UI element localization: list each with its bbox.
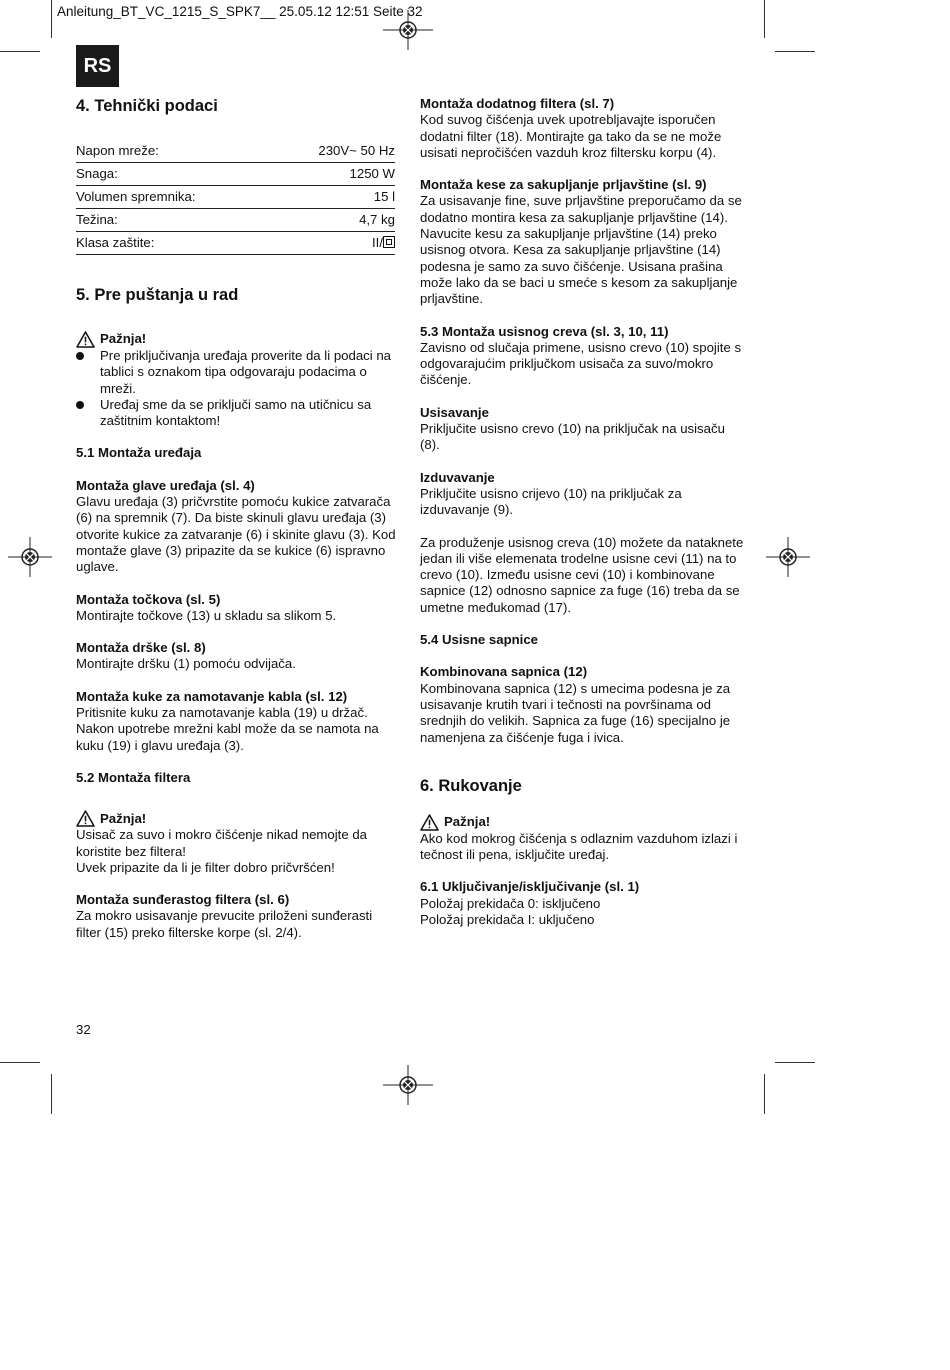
subheading: Montaža kuke za namotavanje kabla (sl. 12) bbox=[76, 688, 348, 704]
section-6-1-title: 6.1 Uključivanje/isključivanje (sl. 1) bbox=[420, 879, 640, 895]
paragraph: Pritisnite kuku za namotavanje kabla (19) u držač. Nakon upotrebe mrežni kabl može da se namota na kuku (19) i glavu uređaja (3). bbox=[76, 705, 379, 753]
warning-heading: Pažnja! bbox=[420, 814, 744, 831]
spec-label: Napon mreže: bbox=[76, 140, 270, 163]
spec-value: 15 l bbox=[270, 186, 395, 209]
spec-value: 4,7 kg bbox=[270, 209, 395, 232]
left-column bbox=[76, 96, 398, 941]
spec-value: 1250 W bbox=[270, 163, 395, 186]
paragraph: Montirajte točkove (13) u skladu sa slikom 5. bbox=[76, 607, 337, 623]
list-item: Pre priključivanja uređaja proverite da li podaci na tablici s oznakom tipa odgovaraju podacima o mreži. bbox=[76, 348, 398, 397]
paragraph: Kod suvog čišćenja uvek upotrebljavajte isporučen dodatni filter (18). Montirajte ga tako da se ne može usisati nepročišćen vazduh kroz filtersku korpu (4). bbox=[420, 112, 722, 160]
subheading: Montaža kese za sakupljanje prljavštine (sl. 9) bbox=[420, 177, 707, 193]
warning-triangle-icon bbox=[76, 331, 95, 348]
subheading: Montaža glave uređaja (sl. 4) bbox=[76, 477, 255, 493]
paragraph: Za mokro usisavanje prevucite priloženi sunđerasti filter (15) preko filterske korpe (sl. 2/4). bbox=[76, 908, 373, 940]
paragraph: Priključite usisno crevo (10) na priključak na usisaču (8). bbox=[420, 421, 725, 453]
registration-mark-top bbox=[383, 10, 433, 50]
section-5-1-title: 5.1 Montaža uređaja bbox=[76, 445, 202, 461]
section-5-2-title: 5.2 Montaža filtera bbox=[76, 769, 191, 785]
section-4-title: 4. Tehnički podaci bbox=[76, 97, 218, 115]
page-number: 32 bbox=[76, 1022, 91, 1037]
registration-mark-right bbox=[766, 537, 810, 577]
warning-heading: Pažnja! bbox=[76, 331, 398, 348]
subheading: Kombinovana sapnica (12) bbox=[420, 664, 588, 680]
paragraph: Kombinovana sapnica (12) s umecima podesna je za usisavanje krutih tvari i tečnosti na površinama od srednjih do velikih. Sapnica za fuge (16) specijalno je namenjena za čišćenje fuga i ivica. bbox=[420, 680, 731, 745]
warning-triangle-icon bbox=[420, 814, 439, 831]
list-item: Uređaj sme da se priključi samo na utičnicu sa zaštitnim kontaktom! bbox=[76, 397, 398, 430]
warning-triangle-icon bbox=[76, 810, 95, 827]
paragraph: Uvek pripazite da li je filter dobro pričvršćen! bbox=[76, 859, 335, 875]
subheading: Montaža točkova (sl. 5) bbox=[76, 591, 221, 607]
table-row bbox=[76, 186, 395, 209]
paragraph: Priključite usisno crijevo (10) na priključak za izduvavanje (9). bbox=[420, 485, 682, 518]
warning-heading: Pažnja! bbox=[76, 810, 398, 827]
right-column bbox=[420, 96, 744, 928]
subheading: Montaža sunđerastog filtera (sl. 6) bbox=[76, 892, 290, 908]
table-row bbox=[76, 163, 395, 186]
tech-specs-table bbox=[76, 140, 395, 255]
paragraph: Položaj prekidača I: uključeno bbox=[420, 911, 595, 927]
table-row bbox=[76, 140, 395, 163]
table-row bbox=[76, 232, 395, 255]
language-badge: RS bbox=[76, 45, 119, 87]
registration-mark-bottom bbox=[383, 1065, 433, 1105]
paragraph: Zavisno od slučaja primene, usisno crevo (10) spojite s odgovarajućim priključkom usisača za suvo/mokro čišćenje. bbox=[420, 339, 742, 388]
section-5-title: 5. Pre puštanja u rad bbox=[76, 286, 239, 304]
paragraph: Za usisavanje fine, suve prljavštine preporučamo da se dodatno montira kesa za sakupljanje prljavštine (14). Navucite kesu za sakupljanje prljavštine (14) preko usisnog otvora. Kesa za sakupljanje prljavštine (14) podesna je samo za suvo čišćenje. Usisana prašina može lako da se baci u smeće s kesom za sakupljanje prljavštine. bbox=[420, 193, 742, 307]
spec-label: Težina: bbox=[76, 209, 270, 232]
table-row bbox=[76, 209, 395, 232]
subheading: Izduvavanje bbox=[420, 469, 495, 485]
print-header: Anleitung_BT_VC_1215_S_SPK7__ 25.05.12 12:51 Seite 32 bbox=[57, 4, 423, 19]
paragraph: Usisač za suvo i mokro čišćenje nikad nemojte da koristite bez filtera! bbox=[76, 827, 367, 859]
paragraph: Položaj prekidača 0: isključeno bbox=[420, 895, 601, 911]
section-5-3-title: 5.3 Montaža usisnog creva (sl. 3, 10, 11) bbox=[420, 323, 669, 339]
subheading: Montaža drške (sl. 8) bbox=[76, 640, 206, 656]
warning-list bbox=[76, 348, 398, 429]
paragraph: Montirajte dršku (1) pomoću odvijača. bbox=[76, 656, 296, 672]
paragraph: Za produženje usisnog creva (10) možete da nataknete jedan ili više elemenata trodelne usisne cevi (11) na to crevo (10). Između usisne cevi (10) i kombinovane sapnice (12) odnosno sapnice za fuge (16) treba da se umetne međukomad (17). bbox=[420, 534, 744, 615]
spec-label: Klasa zaštite: bbox=[76, 232, 270, 255]
paragraph: Ako kod mokrog čišćenja s odlaznim vazduhom izlazi i tečnost ili pena, isključite uređaj. bbox=[420, 830, 738, 863]
protection-class-icon bbox=[383, 236, 395, 248]
registration-mark-left bbox=[8, 537, 52, 577]
spec-value: 230V~ 50 Hz bbox=[270, 140, 395, 163]
protection-class-text: II/ bbox=[372, 234, 383, 250]
spec-label: Snaga: bbox=[76, 163, 270, 186]
section-5-4-title: 5.4 Usisne sapnice bbox=[420, 632, 539, 648]
spec-label: Volumen spremnika: bbox=[76, 186, 270, 209]
paragraph: Glavu uređaja (3) pričvrstite pomoću kukice zatvarača (6) na spremnik (7). Da biste skinuli glavu uređaja (3) otvorite kukice za zatvaranje (6) i skinite glavu (3). Kod montaže glave (3) pripazite da se kukice (6) ispravno uglave. bbox=[76, 494, 396, 575]
subheading: Usisavanje bbox=[420, 404, 489, 420]
subheading: Montaža dodatnog filtera (sl. 7) bbox=[420, 96, 615, 111]
section-6-title: 6. Rukovanje bbox=[420, 776, 522, 795]
spec-value bbox=[270, 232, 395, 255]
